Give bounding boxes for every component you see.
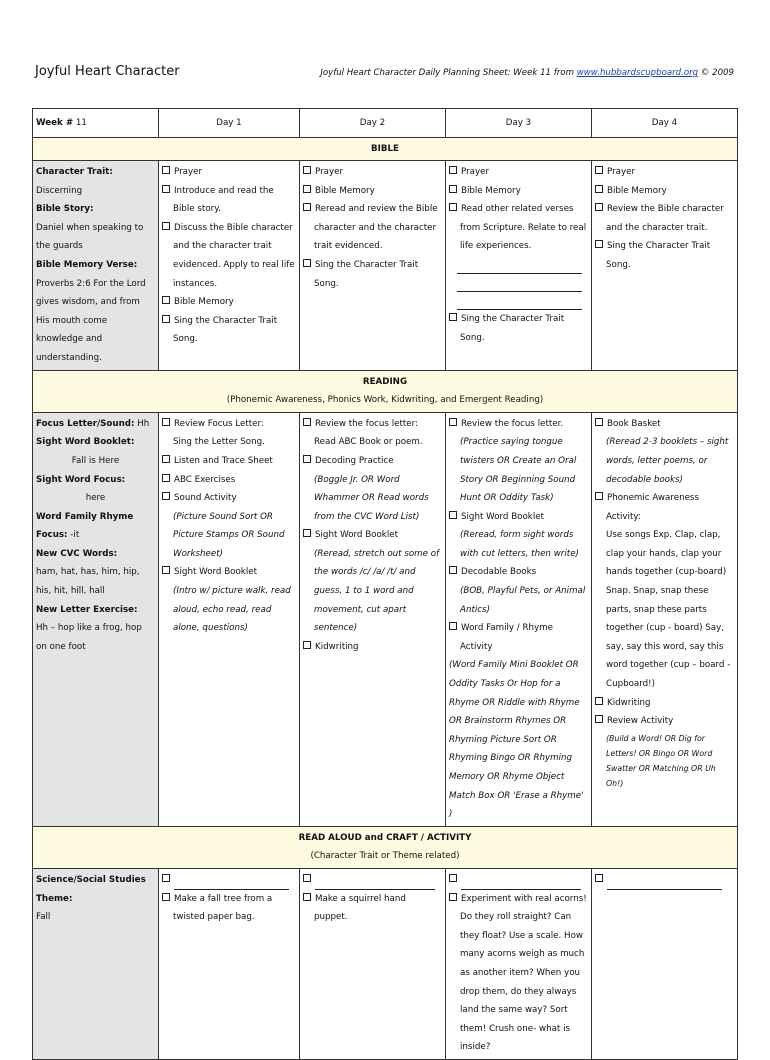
checklist-item	[595, 694, 734, 713]
checklist-item	[162, 563, 296, 582]
item-text: Phonemic Awareness Activity:	[606, 493, 699, 522]
checklist-item	[595, 871, 734, 890]
checklist-item	[595, 237, 734, 274]
copyright-text: © 2009	[700, 68, 734, 78]
checklist-item	[595, 163, 734, 182]
checklist-item	[595, 415, 734, 434]
checklist-item	[303, 871, 442, 890]
item-text: Make a squirrel hand puppet.	[314, 893, 406, 923]
checklist-item	[595, 712, 734, 731]
cvc-label: New CVC Words:	[36, 548, 118, 559]
checklist-item	[162, 219, 296, 293]
checklist-item	[449, 163, 588, 182]
item-detail: (Word Family Mini Booklet OR Oddity Tasks Or Hop for a Rhyme OR Riddle with Rhyme OR Brainstorm Rhymes OR Rhyming Picture Sort OR Rhyming Bingo OR Rhyming Memory OR Rhyme Object Match Box OR 'Erase a Rhyme' )	[449, 660, 584, 820]
booklet-value: Fall is Here	[71, 455, 120, 466]
theme-label: Science/Social Studies Theme:	[36, 874, 146, 904]
reading-day-4	[592, 412, 738, 826]
sight-word-label: Sight Word Focus:	[36, 474, 126, 485]
trait-value: Discerning	[36, 185, 83, 196]
checkbox-icon[interactable]	[595, 185, 603, 193]
checkbox-icon[interactable]	[162, 874, 170, 882]
item-text: Kidwriting	[315, 641, 359, 652]
checkbox-icon[interactable]	[595, 492, 603, 500]
checkbox-icon[interactable]	[595, 874, 603, 882]
checkbox-icon[interactable]	[303, 641, 311, 649]
readaloud-day-3	[446, 868, 592, 1059]
reading-day-1	[159, 412, 300, 826]
theme-value: Fall	[36, 912, 51, 923]
item-text: Experiment with real acorns! Do they roll straight? Can they float? Use a scale. How many acorns weigh as much as another item? When you drop them, do they always land the same way? Sort them! Crush one- what is inside?	[460, 893, 587, 1053]
blank-line[interactable]	[315, 877, 435, 890]
item-text: Word Family / Rhyme Activity	[460, 623, 553, 652]
week-label-text: Week #	[36, 118, 74, 128]
blank-line[interactable]	[174, 877, 289, 890]
bible-day-4	[592, 161, 738, 371]
reading-subheading: (Phonemic Awareness, Phonics Work, Kidwriting, and Emergent Reading)	[226, 395, 544, 406]
checkbox-icon[interactable]	[162, 185, 170, 193]
checkbox-icon[interactable]	[162, 566, 170, 574]
bible-heading	[33, 138, 738, 161]
checklist-item	[595, 182, 734, 201]
checklist-item	[162, 163, 296, 182]
item-text: Sight Word Booklet	[461, 511, 544, 522]
item-text: Bible Memory	[607, 185, 667, 196]
checkbox-icon[interactable]	[449, 511, 457, 519]
day-4-header: Day 4	[592, 109, 738, 138]
checkbox-icon[interactable]	[162, 492, 170, 500]
day-3-header: Day 3	[446, 109, 592, 138]
item-text: Listen and Trace Sheet	[174, 455, 273, 466]
item-text: Sing the Character Trait Song.	[460, 313, 565, 343]
checkbox-icon[interactable]	[162, 166, 170, 174]
item-text: Make a fall tree from a twisted paper bag.	[173, 893, 273, 923]
item-detail: Read ABC Book or poem.	[314, 437, 423, 448]
item-text: Prayer	[315, 167, 344, 177]
item-text: Review the Bible character and the character trait.	[606, 204, 724, 233]
checkbox-icon[interactable]	[449, 185, 457, 193]
checkbox-icon[interactable]	[303, 203, 311, 211]
exercise-value: Hh – hop like a frog, hop on one foot	[36, 623, 142, 652]
page-title: Joyful Heart Character	[35, 64, 180, 79]
week-number: 11	[75, 118, 87, 128]
item-text: Review the focus letter:	[315, 418, 418, 429]
checkbox-icon[interactable]	[162, 222, 170, 230]
checkbox-icon[interactable]	[162, 893, 170, 901]
item-text: Introduce and read the Bible story.	[173, 185, 274, 215]
item-detail: (BOB, Playful Pets, or Animal Antics)	[460, 586, 586, 615]
item-text: Book Basket	[607, 418, 661, 429]
item-detail: Sing the Letter Song.	[173, 437, 265, 448]
checkbox-icon[interactable]	[595, 715, 603, 723]
checklist-item	[449, 508, 588, 527]
item-text: Review the focus letter.	[461, 418, 564, 429]
item-detail: (Practice saying tongue twisters OR Create an Oral Story OR Beginning Sound Hunt OR Oddity Task)	[460, 437, 577, 504]
item-text: Prayer	[607, 167, 636, 177]
checklist-item	[162, 312, 296, 349]
checkbox-icon[interactable]	[449, 566, 457, 574]
checklist-item	[162, 890, 296, 927]
item-text: Kidwriting	[607, 697, 651, 708]
item-detail: (Reread, form sight words with cut letters, then write)	[460, 530, 579, 559]
item-text: Bible Memory	[315, 185, 375, 196]
checkbox-icon[interactable]	[303, 874, 311, 882]
item-text: Prayer	[174, 167, 203, 177]
item-text: Discuss the Bible character and the character trait evidenced. Apply to real life instances.	[173, 222, 295, 289]
booklet-label: Sight Word Booklet:	[36, 437, 135, 448]
day-1-header: Day 1	[159, 109, 300, 138]
planning-table	[32, 108, 738, 1060]
checkbox-icon[interactable]	[449, 166, 457, 174]
item-text: Sing the Character Trait Song.	[314, 259, 419, 289]
checklist-item	[595, 200, 734, 237]
blank-line[interactable]	[457, 274, 582, 292]
blank-line[interactable]	[457, 292, 582, 310]
readaloud-subheading: (Character Trait or Theme related)	[310, 851, 460, 862]
checklist-item	[449, 890, 588, 1057]
checkbox-icon[interactable]	[162, 315, 170, 323]
checkbox-icon[interactable]	[449, 313, 457, 321]
bible-day-1	[159, 161, 300, 371]
reading-day-3	[446, 412, 592, 826]
checklist-item	[303, 526, 442, 545]
checkbox-icon[interactable]	[449, 418, 457, 426]
item-text: Decodable Books	[461, 567, 537, 578]
checklist-item	[303, 415, 442, 434]
item-detail: (Boggle Jr. OR Word Whammer OR Read words from the CVC Word List)	[314, 474, 429, 522]
item-text: Bible Memory	[174, 297, 234, 308]
sight-word-value: here	[85, 493, 106, 504]
checkbox-icon[interactable]	[162, 418, 170, 426]
reading-heading-text: READING	[362, 376, 408, 387]
item-text: Bible Memory	[461, 185, 521, 196]
reading-info	[33, 412, 159, 826]
rhyme-value: -it	[70, 530, 80, 541]
readaloud-day-1	[159, 868, 300, 1059]
rhyme-label: Word Family Rhyme Focus:	[36, 511, 134, 541]
item-text: Sight Word Booklet	[174, 567, 257, 578]
bible-info	[33, 161, 159, 371]
item-text: Sing the Character Trait Song.	[173, 315, 278, 345]
checklist-item	[162, 871, 296, 890]
checklist-item	[162, 489, 296, 508]
item-text: Review Activity	[607, 716, 674, 727]
item-detail: (Reread 2-3 booklets – sight words, letter poems, or decodable books)	[606, 437, 729, 485]
verse-value: Proverbs 2:6 For the Lord gives wisdom, and from His mouth come knowledge and understanding.	[36, 278, 146, 363]
item-text: Read other related verses from Scripture. Relate to real life experiences.	[460, 204, 587, 252]
checkbox-icon[interactable]	[595, 203, 603, 211]
item-text: Sing the Character Trait Song.	[606, 241, 711, 270]
exercise-label: New Letter Exercise:	[36, 604, 138, 615]
checklist-item	[449, 871, 588, 890]
header-credit	[320, 68, 734, 78]
item-text: Review Focus Letter:	[174, 418, 264, 429]
story-value: Daniel when speaking to the guards	[36, 222, 144, 252]
hubbards-cupboard-link[interactable]: www.hubbardscupboard.org	[576, 68, 699, 78]
checklist-item	[449, 619, 588, 656]
checkbox-icon[interactable]	[162, 474, 170, 482]
checklist-item	[303, 200, 442, 256]
day-2-header: Day 2	[300, 109, 446, 138]
reading-row	[33, 412, 738, 826]
item-detail: (Build a Word! OR Dig for Letters! OR Bingo OR Word Swatter OR Matching OR Uh Oh!)	[606, 733, 716, 788]
bible-heading-text: BIBLE	[371, 144, 399, 154]
readaloud-info	[33, 868, 159, 1059]
checklist-item	[449, 563, 588, 582]
reading-day-2	[300, 412, 446, 826]
checklist-item	[303, 638, 442, 657]
column-header-row	[33, 109, 738, 138]
checkbox-icon[interactable]	[303, 455, 311, 463]
checkbox-icon[interactable]	[595, 418, 603, 426]
blank-line[interactable]	[461, 877, 581, 890]
checkbox-icon[interactable]	[449, 893, 457, 901]
checkbox-icon[interactable]	[595, 166, 603, 174]
cvc-value: ham, hat, has, him, hip, his, hit, hill, hall	[36, 567, 140, 597]
item-text: ABC Exercises	[174, 474, 236, 485]
checklist-item	[162, 471, 296, 490]
checkbox-icon[interactable]	[303, 166, 311, 174]
blank-line[interactable]	[457, 256, 582, 274]
blank-line[interactable]	[607, 877, 722, 890]
checkbox-icon[interactable]	[303, 259, 311, 267]
checklist-item	[303, 452, 442, 471]
checklist-item	[303, 256, 442, 293]
checkbox-icon[interactable]	[595, 240, 603, 248]
readaloud-day-4	[592, 868, 738, 1059]
checkbox-icon[interactable]	[449, 874, 457, 882]
item-text: Decoding Practice	[315, 455, 394, 466]
item-detail: (Intro w/ picture walk, read aloud, echo read, read alone, questions)	[173, 586, 291, 634]
readaloud-day-2	[300, 868, 446, 1059]
checklist-item	[303, 163, 442, 182]
week-label	[33, 109, 159, 138]
item-detail: Use songs Exp. Clap, clap, clap your hands, clap your hands together (cup-board) Snap. Snap, snap these parts, snap these parts together (cup - board) Say, say, say this word, say this word together (cup – board -Cupboard!)	[606, 530, 731, 690]
checklist-item	[449, 310, 588, 347]
bible-row	[33, 161, 738, 371]
checkbox-icon[interactable]	[303, 418, 311, 426]
verse-label: Bible Memory Verse:	[36, 259, 138, 270]
focus-label: Focus Letter/Sound:	[36, 418, 135, 429]
item-detail: (Picture Sound Sort OR Picture Stamps OR Sound Worksheet)	[173, 511, 285, 559]
bible-day-3	[446, 161, 592, 371]
item-text: Sight Word Booklet	[315, 530, 398, 541]
item-text: Sound Activity	[174, 493, 237, 504]
checklist-item	[162, 293, 296, 312]
checklist-item	[303, 182, 442, 201]
checklist-item	[303, 890, 442, 927]
item-text: Reread and review the Bible character and the character trait evidenced.	[314, 204, 438, 252]
checkbox-icon[interactable]	[303, 529, 311, 537]
checkbox-icon[interactable]	[303, 185, 311, 193]
item-text: Prayer	[461, 167, 490, 177]
trait-label: Character Trait:	[36, 167, 113, 177]
checklist-item	[595, 489, 734, 526]
checklist-item	[162, 452, 296, 471]
item-detail: (Reread, stretch out some of the words /c/ /a/ /t/ and guess, 1 to 1 word and movement, cut apart sentence)	[314, 548, 440, 634]
readaloud-heading	[33, 826, 738, 868]
bible-day-2	[300, 161, 446, 371]
checklist-item	[449, 415, 588, 434]
story-label: Bible Story:	[36, 204, 94, 215]
header-credit-text: Joyful Heart Character Daily Planning Sheet: Week 11 from	[320, 68, 574, 78]
checkbox-icon[interactable]	[595, 697, 603, 705]
checklist-item	[162, 415, 296, 434]
checklist-item	[162, 182, 296, 219]
checkbox-icon[interactable]	[162, 296, 170, 304]
checklist-item	[449, 200, 588, 256]
checkbox-icon[interactable]	[303, 893, 311, 901]
readaloud-row	[33, 868, 738, 1059]
checkbox-icon[interactable]	[449, 203, 457, 211]
reading-heading	[33, 370, 738, 412]
checkbox-icon[interactable]	[449, 622, 457, 630]
readaloud-heading-text: READ ALOUD and CRAFT / ACTIVITY	[298, 832, 472, 843]
checklist-item	[449, 182, 588, 201]
focus-value: Hh	[137, 418, 150, 429]
checkbox-icon[interactable]	[162, 455, 170, 463]
